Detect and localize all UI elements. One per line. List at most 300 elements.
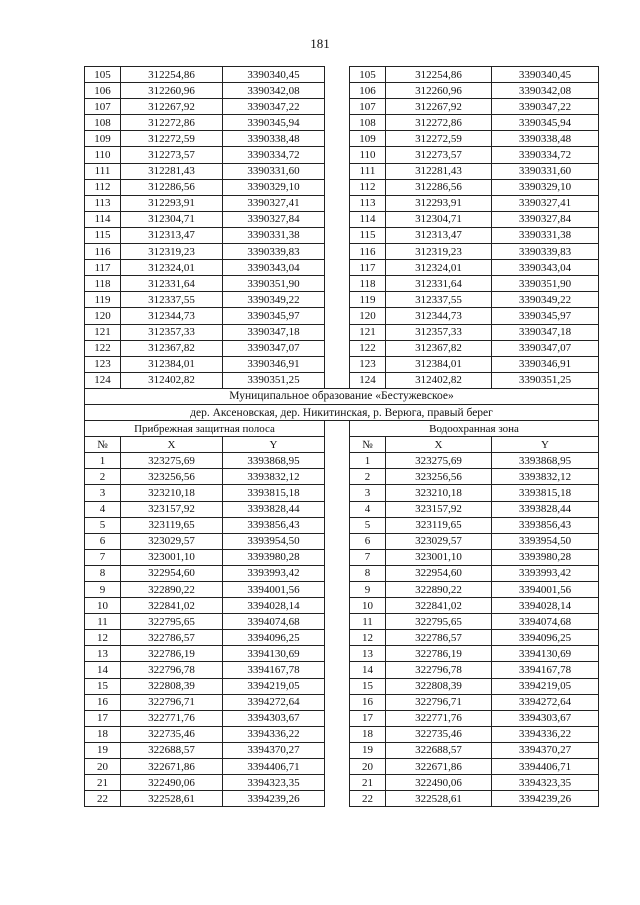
right-cell-x: 312367,82	[386, 340, 492, 356]
right-cell-num: 124	[350, 372, 386, 388]
right-cell-num: 19	[350, 742, 386, 758]
left-cell-x: 312254,86	[121, 67, 223, 83]
right-cell-x: 322771,76	[386, 710, 492, 726]
left-cell-num: 110	[85, 147, 121, 163]
left-cell-y: 3390329,10	[223, 179, 325, 195]
right-cell-num: 114	[350, 211, 386, 227]
table-row	[85, 147, 599, 163]
left-cell-x: 312304,71	[121, 211, 223, 227]
left-cell-y: 3394336,22	[223, 726, 325, 742]
left-cell-num: 17	[85, 710, 121, 726]
table-row	[85, 67, 599, 83]
column-gap	[325, 163, 350, 179]
right-cell-num: 120	[350, 308, 386, 324]
left-cell-x: 322490,06	[121, 775, 223, 791]
page-number: 181	[310, 36, 330, 51]
left-cell-x: 312357,33	[121, 324, 223, 340]
table-row	[85, 630, 599, 646]
right-cell-num: 119	[350, 292, 386, 308]
left-cell-num: 123	[85, 356, 121, 372]
right-cell-num: 106	[350, 83, 386, 99]
left-cell-x: 322786,57	[121, 630, 223, 646]
left-cell-x: 312324,01	[121, 260, 223, 276]
left-cell-y: 3393980,28	[223, 549, 325, 565]
right-cell-y: 3390343,04	[492, 260, 599, 276]
right-cell-y: 3390351,90	[492, 276, 599, 292]
right-cell-num: 112	[350, 179, 386, 195]
left-cell-num: 112	[85, 179, 121, 195]
right-cell-y: 3390342,08	[492, 83, 599, 99]
left-cell-num: 111	[85, 163, 121, 179]
left-cell-x: 322808,39	[121, 678, 223, 694]
left-cell-num: 18	[85, 726, 121, 742]
left-cell-y: 3390347,22	[223, 99, 325, 115]
column-gap	[325, 710, 350, 726]
left-cell-num: 3	[85, 485, 121, 501]
left-cell-num: 15	[85, 678, 121, 694]
left-cell-x: 312313,47	[121, 227, 223, 243]
right-cell-y: 3393954,50	[492, 533, 599, 549]
right-cell-x: 322786,19	[386, 646, 492, 662]
column-gap	[325, 517, 350, 533]
right-cell-x: 323210,18	[386, 485, 492, 501]
table-row	[85, 791, 599, 807]
left-cell-num: 5	[85, 517, 121, 533]
right-cell-x: 322890,22	[386, 582, 492, 598]
left-cell-y: 3394272,64	[223, 694, 325, 710]
column-gap	[325, 726, 350, 742]
left-cell-y: 3393868,95	[223, 453, 325, 469]
table-row	[85, 372, 599, 388]
column-gap	[325, 453, 350, 469]
left-cell-num: 21	[85, 775, 121, 791]
column-gap	[325, 759, 350, 775]
column-gap	[325, 340, 350, 356]
bottom-section	[85, 453, 599, 807]
column-gap	[325, 372, 350, 388]
column-gap	[325, 565, 350, 581]
right-cell-x: 322671,86	[386, 759, 492, 775]
table-row	[85, 324, 599, 340]
left-cell-x: 323210,18	[121, 485, 223, 501]
left-cell-x: 312337,55	[121, 292, 223, 308]
right-cell-num: 10	[350, 598, 386, 614]
left-header-x: X	[121, 437, 223, 453]
left-cell-num: 13	[85, 646, 121, 662]
column-gap	[325, 67, 350, 83]
right-cell-num: 109	[350, 131, 386, 147]
left-cell-y: 3390334,72	[223, 147, 325, 163]
right-cell-y: 3393832,12	[492, 469, 599, 485]
right-cell-x: 312344,73	[386, 308, 492, 324]
right-cell-x: 323256,56	[386, 469, 492, 485]
left-cell-num: 2	[85, 469, 121, 485]
left-cell-num: 11	[85, 614, 121, 630]
left-cell-x: 312267,92	[121, 99, 223, 115]
left-cell-x: 312260,96	[121, 83, 223, 99]
left-cell-y: 3394028,14	[223, 598, 325, 614]
table-row	[85, 742, 599, 758]
right-cell-y: 3394074,68	[492, 614, 599, 630]
right-cell-y: 3394406,71	[492, 759, 599, 775]
table-row	[85, 244, 599, 260]
left-cell-num: 12	[85, 630, 121, 646]
right-cell-x: 312254,86	[386, 67, 492, 83]
column-gap	[325, 227, 350, 243]
table-row	[85, 195, 599, 211]
right-cell-y: 3390345,94	[492, 115, 599, 131]
right-cell-x: 312272,59	[386, 131, 492, 147]
left-cell-num: 113	[85, 195, 121, 211]
column-gap	[325, 533, 350, 549]
left-cell-x: 322795,65	[121, 614, 223, 630]
column-gap	[325, 791, 350, 807]
right-cell-y: 3390331,60	[492, 163, 599, 179]
left-cell-x: 323275,69	[121, 453, 223, 469]
right-cell-x: 312272,86	[386, 115, 492, 131]
left-cell-y: 3390338,48	[223, 131, 325, 147]
right-cell-y: 3390329,10	[492, 179, 599, 195]
column-gap	[325, 99, 350, 115]
table-row	[85, 99, 599, 115]
left-cell-num: 121	[85, 324, 121, 340]
table-row	[85, 292, 599, 308]
left-cell-y: 3393856,43	[223, 517, 325, 533]
left-cell-num: 106	[85, 83, 121, 99]
left-cell-x: 322954,60	[121, 565, 223, 581]
left-cell-x: 312384,01	[121, 356, 223, 372]
right-cell-x: 312337,55	[386, 292, 492, 308]
table-row	[85, 211, 599, 227]
column-gap	[325, 244, 350, 260]
right-cell-y: 3390345,97	[492, 308, 599, 324]
column-gap	[325, 598, 350, 614]
column-gap	[325, 115, 350, 131]
table-row	[85, 694, 599, 710]
left-cell-y: 3393828,44	[223, 501, 325, 517]
left-cell-y: 3394074,68	[223, 614, 325, 630]
column-gap	[325, 694, 350, 710]
column-gap	[325, 646, 350, 662]
right-cell-num: 122	[350, 340, 386, 356]
left-cell-x: 312273,57	[121, 147, 223, 163]
right-cell-num: 20	[350, 759, 386, 775]
left-cell-x: 312286,56	[121, 179, 223, 195]
right-cell-y: 3393993,42	[492, 565, 599, 581]
table-row	[85, 517, 599, 533]
left-cell-y: 3390349,22	[223, 292, 325, 308]
left-cell-y: 3394167,78	[223, 662, 325, 678]
right-cell-y: 3394167,78	[492, 662, 599, 678]
right-cell-y: 3394303,67	[492, 710, 599, 726]
column-gap	[325, 292, 350, 308]
column-gap	[325, 469, 350, 485]
left-cell-x: 323256,56	[121, 469, 223, 485]
column-gap	[325, 195, 350, 211]
right-cell-num: 118	[350, 276, 386, 292]
left-cell-y: 3390347,07	[223, 340, 325, 356]
left-cell-y: 3394130,69	[223, 646, 325, 662]
left-cell-y: 3390351,25	[223, 372, 325, 388]
right-cell-num: 22	[350, 791, 386, 807]
right-cell-y: 3394219,05	[492, 678, 599, 694]
right-cell-num: 3	[350, 485, 386, 501]
left-cell-x: 322735,46	[121, 726, 223, 742]
table-row	[85, 549, 599, 565]
right-cell-num: 117	[350, 260, 386, 276]
right-cell-y: 3390349,22	[492, 292, 599, 308]
left-cell-x: 312272,59	[121, 131, 223, 147]
column-gap	[325, 260, 350, 276]
left-cell-y: 3394239,26	[223, 791, 325, 807]
right-cell-x: 323157,92	[386, 501, 492, 517]
column-gap	[325, 356, 350, 372]
left-cell-y: 3393832,12	[223, 469, 325, 485]
column-gap	[325, 421, 350, 437]
table-row	[85, 775, 599, 791]
left-cell-y: 3390339,83	[223, 244, 325, 260]
right-header-y: Y	[492, 437, 599, 453]
left-cell-y: 3394323,35	[223, 775, 325, 791]
table-row	[85, 614, 599, 630]
left-cell-y: 3394370,27	[223, 742, 325, 758]
right-cell-num: 18	[350, 726, 386, 742]
column-gap	[325, 276, 350, 292]
column-gap	[325, 614, 350, 630]
right-cell-x: 312281,43	[386, 163, 492, 179]
table-row	[85, 501, 599, 517]
right-cell-num: 2	[350, 469, 386, 485]
left-cell-y: 3390343,04	[223, 260, 325, 276]
left-cell-y: 3390351,90	[223, 276, 325, 292]
right-cell-num: 9	[350, 582, 386, 598]
left-cell-y: 3393954,50	[223, 533, 325, 549]
column-gap	[325, 630, 350, 646]
table-row	[85, 533, 599, 549]
right-cell-y: 3390327,84	[492, 211, 599, 227]
right-cell-y: 3394239,26	[492, 791, 599, 807]
right-cell-x: 312402,82	[386, 372, 492, 388]
right-header-x: X	[386, 437, 492, 453]
left-cell-y: 3394303,67	[223, 710, 325, 726]
right-cell-y: 3390347,18	[492, 324, 599, 340]
location-title: дер. Аксеновская, дер. Никитинская, р. Верюга, правый берег	[85, 404, 599, 420]
right-cell-num: 111	[350, 163, 386, 179]
column-gap	[325, 83, 350, 99]
left-cell-x: 312319,23	[121, 244, 223, 260]
right-cell-x: 312260,96	[386, 83, 492, 99]
right-cell-num: 7	[350, 549, 386, 565]
left-cell-x: 322796,71	[121, 694, 223, 710]
left-cell-num: 124	[85, 372, 121, 388]
right-cell-x: 322795,65	[386, 614, 492, 630]
column-gap	[325, 147, 350, 163]
right-cell-x: 312331,64	[386, 276, 492, 292]
right-cell-num: 108	[350, 115, 386, 131]
right-cell-x: 322735,46	[386, 726, 492, 742]
table-row	[85, 340, 599, 356]
column-gap	[325, 662, 350, 678]
right-cell-x: 312384,01	[386, 356, 492, 372]
table-row	[85, 163, 599, 179]
column-gap	[325, 211, 350, 227]
right-cell-x: 312319,23	[386, 244, 492, 260]
right-cell-num: 11	[350, 614, 386, 630]
left-cell-x: 312293,91	[121, 195, 223, 211]
municipality-title: Муниципальное образование «Бестужевское»	[85, 388, 599, 404]
left-cell-num: 16	[85, 694, 121, 710]
right-cell-y: 3394096,25	[492, 630, 599, 646]
right-cell-num: 12	[350, 630, 386, 646]
left-cell-num: 114	[85, 211, 121, 227]
right-cell-x: 322954,60	[386, 565, 492, 581]
left-cell-x: 312367,82	[121, 340, 223, 356]
right-cell-y: 3394028,14	[492, 598, 599, 614]
table-row	[85, 678, 599, 694]
right-cell-x: 312273,57	[386, 147, 492, 163]
right-cell-x: 312324,01	[386, 260, 492, 276]
right-cell-x: 322490,06	[386, 775, 492, 791]
left-cell-x: 322771,76	[121, 710, 223, 726]
left-header-y: Y	[223, 437, 325, 453]
left-cell-num: 108	[85, 115, 121, 131]
right-cell-y: 3390334,72	[492, 147, 599, 163]
left-cell-num: 9	[85, 582, 121, 598]
table-row	[85, 115, 599, 131]
left-cell-num: 105	[85, 67, 121, 83]
right-cell-y: 3390351,25	[492, 372, 599, 388]
right-cell-num: 123	[350, 356, 386, 372]
right-cell-x: 312267,92	[386, 99, 492, 115]
column-gap	[325, 549, 350, 565]
right-cell-y: 3393828,44	[492, 501, 599, 517]
left-cell-x: 312402,82	[121, 372, 223, 388]
right-cell-x: 322808,39	[386, 678, 492, 694]
right-header-num: №	[350, 437, 386, 453]
right-cell-x: 312293,91	[386, 195, 492, 211]
left-cell-y: 3394096,25	[223, 630, 325, 646]
table-row	[85, 356, 599, 372]
right-cell-num: 21	[350, 775, 386, 791]
column-gap	[325, 742, 350, 758]
left-cell-x: 322528,61	[121, 791, 223, 807]
left-cell-num: 107	[85, 99, 121, 115]
column-gap	[325, 437, 350, 453]
left-cell-num: 20	[85, 759, 121, 775]
right-cell-num: 105	[350, 67, 386, 83]
right-cell-y: 3390347,07	[492, 340, 599, 356]
right-cell-num: 13	[350, 646, 386, 662]
left-cell-x: 322688,57	[121, 742, 223, 758]
right-cell-y: 3393815,18	[492, 485, 599, 501]
left-cell-y: 3390345,97	[223, 308, 325, 324]
left-cell-x: 322841,02	[121, 598, 223, 614]
left-cell-y: 3393815,18	[223, 485, 325, 501]
right-cell-x: 312357,33	[386, 324, 492, 340]
right-cell-y: 3394272,64	[492, 694, 599, 710]
table-row	[85, 646, 599, 662]
left-cell-num: 117	[85, 260, 121, 276]
left-cell-num: 109	[85, 131, 121, 147]
right-cell-x: 322796,71	[386, 694, 492, 710]
left-cell-x: 322786,19	[121, 646, 223, 662]
left-cell-x: 312344,73	[121, 308, 223, 324]
right-cell-y: 3390327,41	[492, 195, 599, 211]
left-cell-x: 322890,22	[121, 582, 223, 598]
left-cell-y: 3390331,38	[223, 227, 325, 243]
left-cell-x: 323157,92	[121, 501, 223, 517]
left-cell-x: 323119,65	[121, 517, 223, 533]
left-cell-num: 8	[85, 565, 121, 581]
table-row	[85, 260, 599, 276]
table-row	[85, 469, 599, 485]
right-cell-y: 3390340,45	[492, 67, 599, 83]
right-cell-x: 322786,57	[386, 630, 492, 646]
left-zone-title: Прибрежная защитная полоса	[85, 421, 325, 437]
left-cell-num: 116	[85, 244, 121, 260]
right-cell-y: 3390331,38	[492, 227, 599, 243]
column-gap	[325, 775, 350, 791]
left-cell-x: 322671,86	[121, 759, 223, 775]
left-cell-y: 3390331,60	[223, 163, 325, 179]
left-cell-num: 1	[85, 453, 121, 469]
column-gap	[325, 582, 350, 598]
left-cell-num: 122	[85, 340, 121, 356]
left-cell-num: 118	[85, 276, 121, 292]
table-row	[85, 710, 599, 726]
right-zone-title: Водоохранная зона	[350, 421, 599, 437]
left-cell-num: 22	[85, 791, 121, 807]
table-row	[85, 485, 599, 501]
right-cell-num: 16	[350, 694, 386, 710]
right-cell-x: 312313,47	[386, 227, 492, 243]
table-row	[85, 308, 599, 324]
right-cell-y: 3394001,56	[492, 582, 599, 598]
top-section	[85, 67, 599, 389]
right-cell-num: 116	[350, 244, 386, 260]
left-cell-y: 3394001,56	[223, 582, 325, 598]
right-cell-num: 6	[350, 533, 386, 549]
right-cell-y: 3390346,91	[492, 356, 599, 372]
right-cell-num: 113	[350, 195, 386, 211]
left-header-num: №	[85, 437, 121, 453]
right-cell-y: 3394336,22	[492, 726, 599, 742]
table-row	[85, 453, 599, 469]
table-row	[85, 276, 599, 292]
table-row	[85, 598, 599, 614]
right-cell-y: 3394130,69	[492, 646, 599, 662]
table-row	[85, 582, 599, 598]
column-gap	[325, 485, 350, 501]
right-cell-y: 3393868,95	[492, 453, 599, 469]
left-cell-num: 115	[85, 227, 121, 243]
left-cell-num: 6	[85, 533, 121, 549]
right-cell-y: 3393856,43	[492, 517, 599, 533]
right-cell-x: 323275,69	[386, 453, 492, 469]
table-row	[85, 759, 599, 775]
left-cell-y: 3393993,42	[223, 565, 325, 581]
left-cell-num: 19	[85, 742, 121, 758]
left-cell-num: 10	[85, 598, 121, 614]
left-cell-y: 3394406,71	[223, 759, 325, 775]
right-cell-num: 14	[350, 662, 386, 678]
right-cell-x: 322841,02	[386, 598, 492, 614]
left-cell-x: 312281,43	[121, 163, 223, 179]
left-cell-num: 7	[85, 549, 121, 565]
right-cell-x: 322796,78	[386, 662, 492, 678]
left-cell-x: 322796,78	[121, 662, 223, 678]
column-gap	[325, 131, 350, 147]
